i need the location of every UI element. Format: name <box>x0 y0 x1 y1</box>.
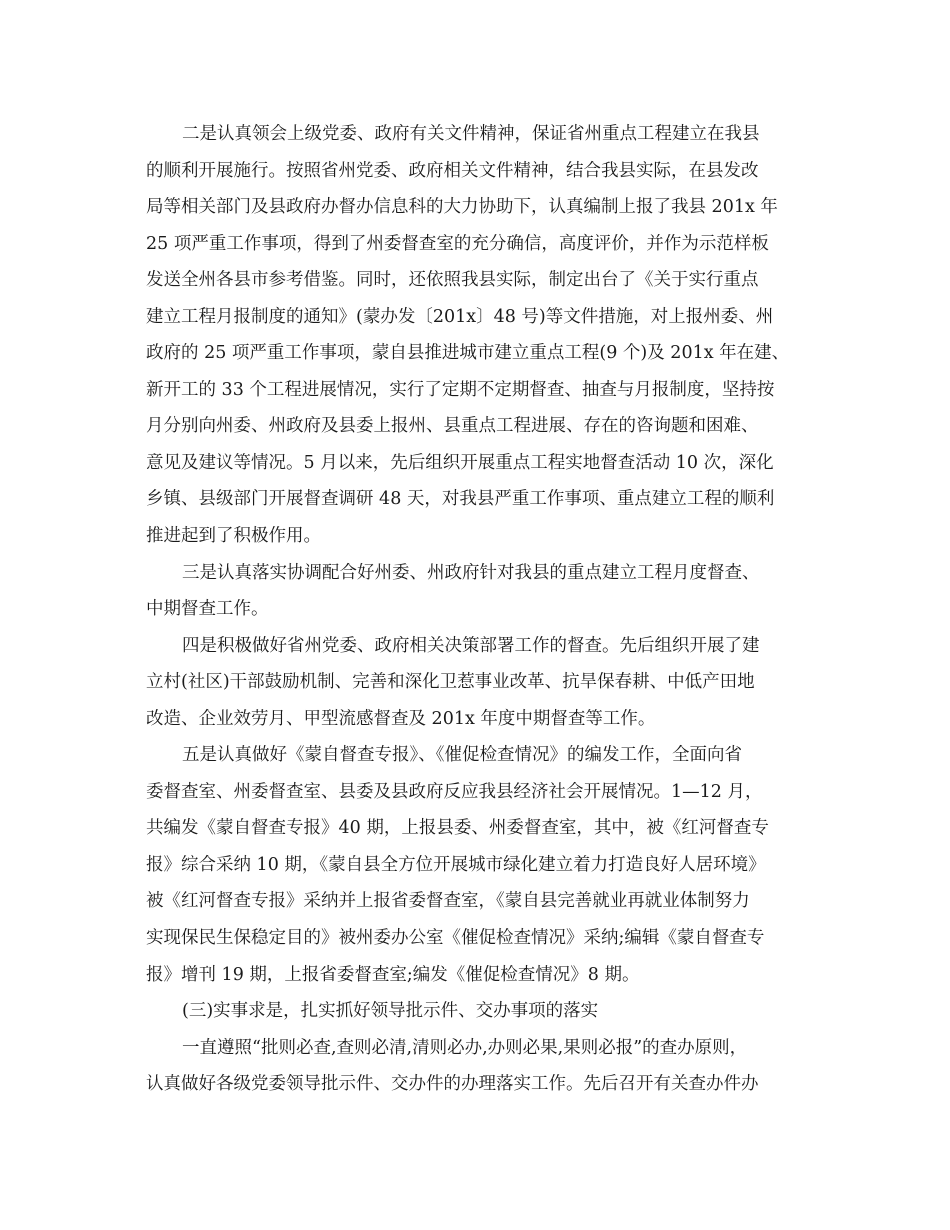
paragraph-line: 25 项严重工作事项，得到了州委督查室的充分确信，高度评价，并作为示范样板 <box>146 233 769 254</box>
paragraph-line: 政府的 25 项严重工作事项，蒙自县推进城市建立重点工程(9 个)及 201x 年在建、 <box>146 343 790 364</box>
section-heading: (三)实事求是，扎实抓好领导批示件、交办事项的落实 <box>182 1001 599 1022</box>
paragraph-line: 的顺利开展施行。按照省州党委、政府相关文件精神，结合我县实际，在县发改 <box>146 160 759 181</box>
paragraph-line: 二是认真领会上级党委、政府有关文件精神，保证省州重点工程建立在我县 <box>182 124 760 144</box>
paragraph-line: 新开工的 33 个工程进展情况，实行了定期不定期督查、抽查与月报制度，坚持按 <box>146 379 775 400</box>
paragraph-line: 委督查室、州委督查室、县委及县政府反应我县经济社会开展情况。1—12 月， <box>146 781 763 802</box>
paragraph-line: 月分别向州委、州政府及县委上报州、县重点工程进展、存在的咨询题和困难、 <box>146 416 759 437</box>
paragraph-line: 报》综合采纳 10 期，《蒙自县全方位开展城市绿化建立着力打造良好人居环境》 <box>146 854 766 875</box>
paragraph-line: 推进起到了积极作用。 <box>146 526 321 547</box>
paragraph-line: 五是认真做好《蒙自督查专报》、《催促检查情况》的编发工作，全面向省 <box>182 745 742 766</box>
paragraph-line: 认真做好各级党委领导批示件、交办件的办理落实工作。先后召开有关查办件办 <box>146 1074 759 1095</box>
paragraph-line: 一直遵照“批则必查,查则必清,清则必办,办则必果,果则必报”的查办原则， <box>182 1037 748 1058</box>
paragraph-line: 实现保民生保稳定目的》被州委办公室《催促检查情况》采纳;编辑《蒙自督查专 <box>146 928 765 949</box>
paragraph-line: 共编发《蒙自督查专报》40 期，上报县委、州委督查室，其中，被《红河督查专 <box>146 818 769 839</box>
paragraph-line: 乡镇、县级部门开展督查调研 48 天，对我县严重工作事项、重点建立工程的顺利 <box>146 489 775 510</box>
paragraph-line: 立村(社区)干部鼓励机制、完善和深化卫惹事业改革、抗旱保春耕、中低产田地 <box>146 672 755 693</box>
paragraph-line: 局等相关部门及县政府办督办信息科的大力协助下，认真编制上报了我县 201x 年 <box>146 197 778 218</box>
paragraph-line: 意见及建议等情况。5 月以来，先后组织开展重点工程实地督查活动 10 次，深化 <box>146 452 774 473</box>
paragraph-line: 三是认真落实协调配合好州委、州政府针对我县的重点建立工程月度督查、 <box>182 562 760 583</box>
document-body <box>146 116 806 1103</box>
paragraph-line: 发送全州各县市参考借鉴。同时，还依照我县实际，制定出台了《关于实行重点 <box>146 270 759 291</box>
paragraph-line: 中期督查工作。 <box>146 599 269 620</box>
paragraph-line: 建立工程月报制度的通知》(蒙办发〔201x〕48 号)等文件措施，对上报州委、州 <box>146 306 774 327</box>
paragraph-line: 报》增刊 19 期，上报省委督查室;编发《催促检查情况》8 期。 <box>146 964 640 985</box>
paragraph-line: 四是积极做好省州党委、政府相关决策部署工作的督查。先后组织开展了建 <box>182 635 760 656</box>
paragraph-line: 被《红河督查专报》采纳并上报省委督查室，《蒙自县完善就业再就业体制努力 <box>146 891 750 912</box>
paragraph-line: 改造、企业效劳月、甲型流感督查及 201x 年度中期督查等工作。 <box>146 708 656 729</box>
